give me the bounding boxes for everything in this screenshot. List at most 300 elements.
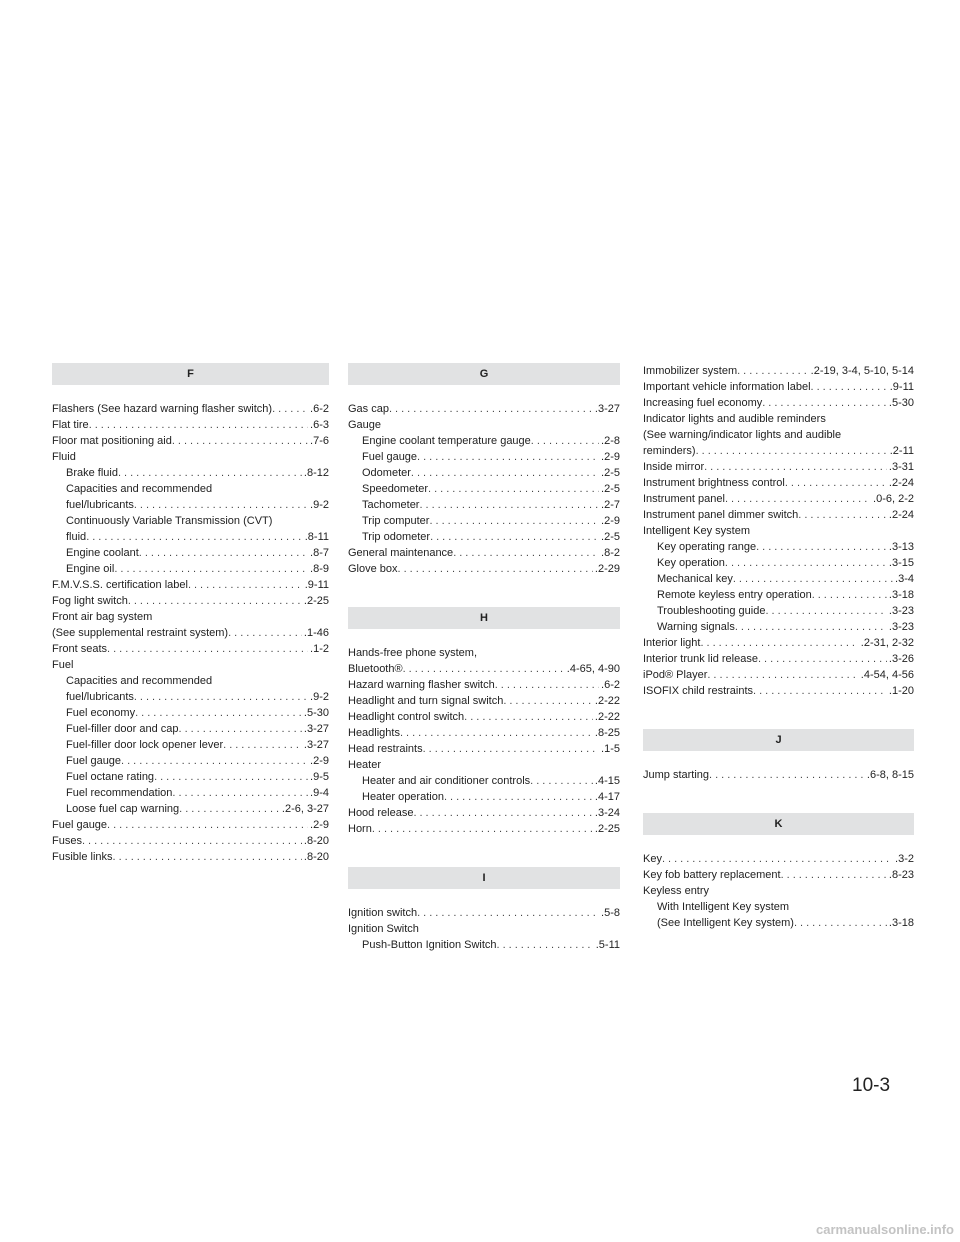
index-column-3 bbox=[643, 363, 914, 961]
index-entry bbox=[52, 609, 329, 625]
index-entry bbox=[348, 905, 620, 921]
leader-dots bbox=[419, 497, 599, 513]
index-page-ref: .2-7 bbox=[601, 499, 620, 511]
index-section-f bbox=[52, 363, 329, 865]
index-term: Keyless entry bbox=[643, 885, 710, 897]
section-letter-heading: I bbox=[348, 867, 620, 889]
leader-dots bbox=[113, 849, 302, 865]
index-subentry bbox=[643, 619, 914, 635]
index-subentry bbox=[643, 539, 914, 555]
index-subentry bbox=[348, 481, 620, 497]
index-subentry bbox=[643, 571, 914, 587]
index-entry bbox=[52, 401, 329, 417]
index-term: Increasing fuel economy bbox=[643, 397, 763, 409]
index-entry bbox=[52, 833, 329, 849]
index-term: Fuel gauge bbox=[52, 819, 108, 831]
leader-dots bbox=[398, 561, 593, 577]
index-entry bbox=[52, 641, 329, 657]
leader-dots bbox=[82, 833, 302, 849]
leader-dots bbox=[372, 821, 593, 837]
leader-dots bbox=[114, 561, 308, 577]
index-term: Engine oil bbox=[66, 563, 115, 575]
index-page-ref: .9-4 bbox=[310, 787, 329, 799]
index-entry bbox=[348, 545, 620, 561]
index-page-ref: .8-11 bbox=[304, 531, 329, 543]
index-term: iPod® Player bbox=[643, 669, 708, 681]
leader-dots bbox=[179, 721, 302, 737]
index-term: Bluetooth® bbox=[348, 663, 403, 675]
index-page-ref: .3-27 bbox=[303, 739, 329, 751]
index-subentry bbox=[52, 497, 329, 513]
index-page-ref: .2-9 bbox=[310, 819, 329, 831]
index-subentry bbox=[52, 561, 329, 577]
leader-dots bbox=[756, 539, 887, 555]
index-term: Capacities and recommended bbox=[66, 483, 213, 495]
leader-dots bbox=[134, 689, 308, 705]
index-term: Immobilizer system bbox=[643, 365, 738, 377]
index-term: Mechanical key bbox=[657, 573, 733, 585]
leader-dots bbox=[400, 725, 593, 741]
leader-dots bbox=[118, 465, 302, 481]
index-subentry bbox=[643, 915, 914, 931]
leader-dots bbox=[765, 603, 886, 619]
index-page-ref: .2-29 bbox=[594, 563, 620, 575]
leader-dots bbox=[413, 805, 592, 821]
leader-dots bbox=[497, 937, 594, 953]
index-page-ref: .2-9 bbox=[601, 451, 620, 463]
index-subentry bbox=[52, 705, 329, 721]
index-entry bbox=[348, 921, 620, 937]
leader-dots bbox=[417, 449, 599, 465]
index-subentry bbox=[52, 545, 329, 561]
index-term: Speedometer bbox=[362, 483, 429, 495]
index-entry bbox=[643, 651, 914, 667]
index-page-ref: .2-5 bbox=[601, 531, 620, 543]
index-subentry bbox=[348, 529, 620, 545]
index-term: Horn bbox=[348, 823, 372, 835]
index-page-ref: .2-9 bbox=[601, 515, 620, 527]
leader-dots bbox=[725, 491, 871, 507]
leader-dots bbox=[453, 545, 599, 561]
index-page-ref: .3-31 bbox=[888, 461, 914, 473]
index-term: Gauge bbox=[348, 419, 382, 431]
index-term: Fuel economy bbox=[66, 707, 136, 719]
index-subentry bbox=[348, 789, 620, 805]
index-entry bbox=[643, 379, 914, 395]
index-term: (See supplemental restraint system) bbox=[52, 627, 229, 639]
index-term: Heater and air conditioner controls bbox=[362, 775, 531, 787]
index-page-ref: .8-20 bbox=[303, 851, 329, 863]
index-entry bbox=[348, 805, 620, 821]
section-letter-heading: J bbox=[643, 729, 914, 751]
index-term: Jump starting bbox=[643, 769, 710, 781]
index-term: reminders) bbox=[643, 445, 696, 457]
leader-dots bbox=[86, 529, 303, 545]
index-entry bbox=[643, 475, 914, 491]
index-page-ref: .8-7 bbox=[310, 547, 329, 559]
index-entry bbox=[348, 645, 620, 661]
index-term: Key operation bbox=[657, 557, 725, 569]
leader-dots bbox=[154, 769, 308, 785]
index-term: Fuses bbox=[52, 835, 82, 847]
index-subentry bbox=[52, 737, 329, 753]
leader-dots bbox=[135, 705, 302, 721]
index-term: Trip computer bbox=[362, 515, 430, 527]
index-term: Hazard warning flasher switch bbox=[348, 679, 495, 691]
leader-dots bbox=[725, 555, 887, 571]
index-column-1 bbox=[52, 363, 329, 895]
index-term: Engine coolant bbox=[66, 547, 139, 559]
index-term: fuel/lubricants bbox=[66, 691, 134, 703]
index-entry bbox=[52, 657, 329, 673]
index-entry bbox=[643, 363, 914, 379]
index-page-ref: .4-65, 4-90 bbox=[566, 663, 620, 675]
index-subentry bbox=[348, 449, 620, 465]
index-page-ref: .5-8 bbox=[601, 907, 620, 919]
index-term: Loose fuel cap warning bbox=[66, 803, 180, 815]
leader-dots bbox=[709, 767, 865, 783]
index-term: Heater bbox=[348, 759, 382, 771]
index-page-ref: .1-46 bbox=[303, 627, 329, 639]
leader-dots bbox=[753, 683, 887, 699]
index-term: With Intelligent Key system bbox=[657, 901, 790, 913]
index-term: Capacities and recommended bbox=[66, 675, 213, 687]
index-subentry bbox=[348, 465, 620, 481]
index-subentry bbox=[348, 433, 620, 449]
index-subentry bbox=[52, 673, 329, 689]
leader-dots bbox=[172, 433, 308, 449]
index-entry bbox=[643, 851, 914, 867]
page-number: 10-3 bbox=[852, 1075, 891, 1096]
leader-dots bbox=[662, 851, 893, 867]
index-term: Fuel gauge bbox=[362, 451, 418, 463]
index-subentry bbox=[52, 465, 329, 481]
index-term: Headlight control switch bbox=[348, 711, 465, 723]
leader-dots bbox=[134, 497, 308, 513]
leader-dots bbox=[785, 475, 887, 491]
index-page-ref: .9-5 bbox=[310, 771, 329, 783]
index-term: fuel/lubricants bbox=[66, 499, 134, 511]
index-entry bbox=[348, 757, 620, 773]
index-entry bbox=[643, 667, 914, 683]
index-page-ref: .2-19, 3-4, 5-10, 5-14 bbox=[810, 365, 914, 377]
leader-dots bbox=[707, 667, 858, 683]
leader-dots bbox=[128, 593, 302, 609]
index-page-ref: .3-2 bbox=[895, 853, 914, 865]
index-page-ref: .8-23 bbox=[888, 869, 914, 881]
leader-dots bbox=[781, 867, 887, 883]
leader-dots bbox=[403, 661, 565, 677]
index-subentry bbox=[52, 481, 329, 497]
index-term: Fluid bbox=[52, 451, 76, 463]
index-page-ref: .2-11 bbox=[889, 445, 914, 457]
index-page-ref: .3-23 bbox=[888, 605, 914, 617]
index-page-ref: .9-2 bbox=[310, 691, 329, 703]
index-subentry bbox=[52, 721, 329, 737]
leader-dots bbox=[735, 619, 887, 635]
leader-dots bbox=[812, 587, 887, 603]
index-entry bbox=[52, 817, 329, 833]
index-term: Gas cap bbox=[348, 403, 389, 415]
section-letter-heading: G bbox=[348, 363, 620, 385]
leader-dots bbox=[423, 741, 599, 757]
index-page-ref: .4-54, 4-56 bbox=[860, 669, 914, 681]
index-section-g bbox=[348, 363, 620, 577]
index-entry bbox=[52, 593, 329, 609]
index-entry bbox=[643, 443, 914, 459]
index-column-2 bbox=[348, 363, 620, 983]
leader-dots bbox=[758, 651, 887, 667]
index-term: Headlights bbox=[348, 727, 400, 739]
index-entry bbox=[643, 683, 914, 699]
leader-dots bbox=[223, 737, 302, 753]
leader-dots bbox=[389, 401, 593, 417]
index-term: Flashers (See hazard warning flasher switch) bbox=[52, 403, 273, 415]
index-subentry bbox=[643, 555, 914, 571]
index-term: Continuously Variable Transmission (CVT) bbox=[66, 515, 273, 527]
index-page-ref: .1-20 bbox=[888, 685, 914, 697]
index-entry bbox=[348, 417, 620, 433]
index-term: Fog light switch bbox=[52, 595, 128, 607]
index-term: Key fob battery replacement bbox=[643, 869, 781, 881]
section-letter-heading: F bbox=[52, 363, 329, 385]
index-subentry bbox=[348, 497, 620, 513]
leader-dots bbox=[737, 363, 809, 379]
leader-dots bbox=[89, 417, 308, 433]
leader-dots bbox=[428, 481, 599, 497]
index-term: Indicator lights and audible reminders bbox=[643, 413, 826, 425]
index-subentry bbox=[52, 785, 329, 801]
index-subentry bbox=[52, 801, 329, 817]
index-term: Inside mirror bbox=[643, 461, 705, 473]
index-term: Floor mat positioning aid bbox=[52, 435, 172, 447]
index-term: Brake fluid bbox=[66, 467, 118, 479]
index-entry bbox=[643, 767, 914, 783]
index-entry bbox=[643, 491, 914, 507]
index-term: Hood release bbox=[348, 807, 414, 819]
leader-dots bbox=[107, 641, 308, 657]
index-term: Glove box bbox=[348, 563, 398, 575]
index-page-ref: .8-9 bbox=[310, 563, 329, 575]
index-page-ref: .2-25 bbox=[594, 823, 620, 835]
index-term: Key operating range bbox=[657, 541, 757, 553]
index-subentry bbox=[643, 587, 914, 603]
leader-dots bbox=[794, 915, 887, 931]
index-page-ref: .6-2 bbox=[310, 403, 329, 415]
index-entry bbox=[643, 459, 914, 475]
leader-dots bbox=[798, 507, 887, 523]
watermark: carmanualsonline.info bbox=[816, 1222, 954, 1237]
index-term: Fuel gauge bbox=[66, 755, 122, 767]
index-entry bbox=[52, 849, 329, 865]
leader-dots bbox=[107, 817, 308, 833]
index-entry bbox=[643, 523, 914, 539]
index-page-ref: .2-22 bbox=[594, 695, 620, 707]
index-page-ref: .4-15 bbox=[594, 775, 620, 787]
index-entry bbox=[643, 411, 914, 427]
index-page-ref: .2-25 bbox=[303, 595, 329, 607]
index-page-ref: .3-18 bbox=[888, 589, 914, 601]
index-subentry bbox=[52, 769, 329, 785]
index-entry bbox=[643, 395, 914, 411]
index-page-ref: .3-23 bbox=[888, 621, 914, 633]
index-section-h bbox=[348, 607, 620, 837]
index-entry bbox=[348, 693, 620, 709]
index-term: Push-Button Ignition Switch bbox=[362, 939, 497, 951]
index-page-ref: .8-12 bbox=[303, 467, 329, 479]
index-term: Head restraints bbox=[348, 743, 423, 755]
index-entry bbox=[348, 661, 620, 677]
index-term: Engine coolant temperature gauge bbox=[362, 435, 531, 447]
index-term: (See Intelligent Key system) bbox=[657, 917, 794, 929]
index-subentry bbox=[348, 513, 620, 529]
index-entry bbox=[348, 741, 620, 757]
leader-dots bbox=[172, 785, 308, 801]
leader-dots bbox=[733, 571, 893, 587]
leader-dots bbox=[530, 773, 593, 789]
index-entry bbox=[348, 709, 620, 725]
index-page-ref: .2-9 bbox=[310, 755, 329, 767]
index-page-ref: .9-11 bbox=[304, 579, 329, 591]
index-page-ref: .6-2 bbox=[601, 679, 620, 691]
index-term: Troubleshooting guide bbox=[657, 605, 766, 617]
index-entry bbox=[643, 867, 914, 883]
index-term: ISOFIX child restraints bbox=[643, 685, 754, 697]
index-page-ref: .8-25 bbox=[594, 727, 620, 739]
index-term: Fuel-filler door and cap bbox=[66, 723, 179, 735]
index-term: Ignition Switch bbox=[348, 923, 419, 935]
index-entry bbox=[348, 677, 620, 693]
index-entry bbox=[643, 507, 914, 523]
index-entry bbox=[348, 561, 620, 577]
index-term: Warning signals bbox=[657, 621, 735, 633]
index-page-ref: .3-15 bbox=[888, 557, 914, 569]
index-term: Ignition switch bbox=[348, 907, 418, 919]
index-entry bbox=[52, 433, 329, 449]
index-term: Instrument panel bbox=[643, 493, 725, 505]
leader-dots bbox=[179, 801, 280, 817]
section-letter-heading: H bbox=[348, 607, 620, 629]
index-page-ref: .3-27 bbox=[594, 403, 620, 415]
index-entry bbox=[52, 449, 329, 465]
leader-dots bbox=[762, 395, 887, 411]
index-page-ref: .9-2 bbox=[310, 499, 329, 511]
index-section-continued bbox=[643, 363, 914, 699]
index-entry bbox=[52, 577, 329, 593]
index-page-ref: .5-30 bbox=[888, 397, 914, 409]
index-page-ref: .1-5 bbox=[601, 743, 620, 755]
leader-dots bbox=[704, 459, 887, 475]
index-term: Key bbox=[643, 853, 662, 865]
index-page-ref: .2-24 bbox=[888, 477, 914, 489]
leader-dots bbox=[429, 513, 599, 529]
index-page-ref: .1-2 bbox=[310, 643, 329, 655]
index-page-ref: .2-8 bbox=[601, 435, 620, 447]
index-subentry bbox=[52, 689, 329, 705]
index-page-ref: .7-6 bbox=[310, 435, 329, 447]
leader-dots bbox=[430, 529, 599, 545]
leader-dots bbox=[495, 677, 599, 693]
index-subentry bbox=[348, 773, 620, 789]
index-page-ref: .5-11 bbox=[595, 939, 620, 951]
index-term: Important vehicle information label bbox=[643, 381, 811, 393]
leader-dots bbox=[696, 443, 888, 459]
leader-dots bbox=[811, 379, 888, 395]
index-term: Fuel-filler door lock opener lever bbox=[66, 739, 224, 751]
index-section-j bbox=[643, 729, 914, 783]
index-page-ref: .3-4 bbox=[895, 573, 914, 585]
section-letter-heading: K bbox=[643, 813, 914, 835]
index-section-k bbox=[643, 813, 914, 931]
index-term: Interior trunk lid release bbox=[643, 653, 758, 665]
index-entry bbox=[643, 427, 914, 443]
index-page-ref: .2-31, 2-32 bbox=[860, 637, 914, 649]
index-page-ref: .8-20 bbox=[303, 835, 329, 847]
index-term: F.M.V.S.S. certification label bbox=[52, 579, 188, 591]
index-term: Tachometer bbox=[362, 499, 420, 511]
index-term: Fuel recommendation bbox=[66, 787, 173, 799]
index-term: Trip odometer bbox=[362, 531, 431, 543]
index-term: Front seats bbox=[52, 643, 108, 655]
index-page-ref: .9-11 bbox=[889, 381, 914, 393]
index-term: Hands-free phone system, bbox=[348, 647, 478, 659]
index-entry bbox=[643, 635, 914, 651]
leader-dots bbox=[700, 635, 858, 651]
leader-dots bbox=[503, 693, 593, 709]
index-term: Front air bag system bbox=[52, 611, 153, 623]
index-term: Instrument panel dimmer switch bbox=[643, 509, 799, 521]
index-page-ref: .3-26 bbox=[888, 653, 914, 665]
index-page-ref: .2-6, 3-27 bbox=[281, 803, 329, 815]
index-term: Fusible links bbox=[52, 851, 113, 863]
leader-dots bbox=[531, 433, 599, 449]
index-subentry bbox=[52, 513, 329, 529]
index-page-ref: .2-24 bbox=[888, 509, 914, 521]
index-term: (See warning/indicator lights and audible bbox=[643, 429, 842, 441]
index-section-i bbox=[348, 867, 620, 953]
index-entry bbox=[348, 821, 620, 837]
index-page-ref: .3-24 bbox=[594, 807, 620, 819]
leader-dots bbox=[272, 401, 308, 417]
index-term: Interior light bbox=[643, 637, 701, 649]
index-page-ref: .2-5 bbox=[601, 467, 620, 479]
index-page-ref: .4-17 bbox=[594, 791, 620, 803]
index-page-ref: .6-8, 8-15 bbox=[866, 769, 914, 781]
index-page-ref: .3-18 bbox=[888, 917, 914, 929]
index-subentry bbox=[52, 753, 329, 769]
index-term: Instrument brightness control bbox=[643, 477, 785, 489]
leader-dots bbox=[188, 577, 303, 593]
index-page-ref: .2-5 bbox=[601, 483, 620, 495]
index-term: Remote keyless entry operation bbox=[657, 589, 812, 601]
index-page-ref: .3-13 bbox=[888, 541, 914, 553]
leader-dots bbox=[417, 905, 599, 921]
leader-dots bbox=[464, 709, 593, 725]
leader-dots bbox=[411, 465, 599, 481]
index-term: Fuel bbox=[52, 659, 74, 671]
index-entry bbox=[52, 417, 329, 433]
index-page-ref: .6-3 bbox=[310, 419, 329, 431]
index-term: Headlight and turn signal switch bbox=[348, 695, 504, 707]
index-subentry bbox=[643, 899, 914, 915]
leader-dots bbox=[139, 545, 308, 561]
index-term: Flat tire bbox=[52, 419, 89, 431]
leader-dots bbox=[228, 625, 302, 641]
index-entry bbox=[348, 401, 620, 417]
index-page-ref: .8-2 bbox=[601, 547, 620, 559]
index-page-ref: .2-22 bbox=[594, 711, 620, 723]
index-entry bbox=[348, 725, 620, 741]
